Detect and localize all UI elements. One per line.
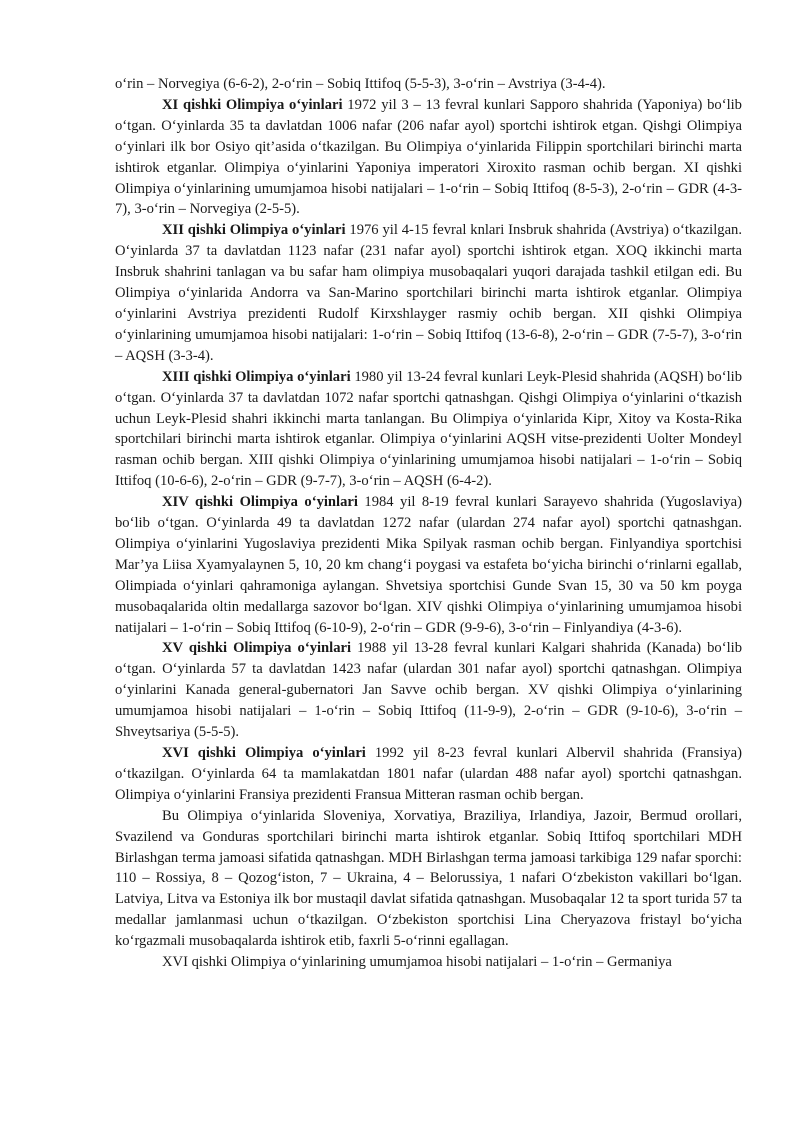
paragraph-text: 1984 yil 8-19 fevral kunlari Sarayevo shahrida (Yugoslaviya) bo‘lib o‘tgan. O‘yinlarda 49 ta davlatdan 1272 nafar (ulardan 274 nafar ayol) sportchi qatnashgan. Olimpiya o‘yinlarini Yugoslaviya prezidenti Mika Spilyak rasman ochib bergan. Finlyandiya sportchisi Mar’ya Liisa Xyamyalaynen 5, 10, 20 km chang‘i poygasi va estafeta bo‘yicha birinchi o‘rinlarni egallab, Olimpiada o‘yinlari qahramoniga aylangan. Shvetsiya sportchisi Gunde Svan 15, 30 va 50 km poyga musobaqalarida oltin medallarga sazovor bo‘lgan. XIV qishki Olimpiya o‘yinlarining umumjamoa hisobi natijalari – 1-o‘rin – Sobiq Ittifoq (6-10-9), 2-o‘rin – GDR (9-9-6), 3-o‘rin – Finlyandiya (4-3-6). — [115, 494, 742, 636]
paragraph-text: XVI qishki Olimpiya o‘yinlarining umumjamoa hisobi natijalari – 1-o‘rin – Germaniya — [162, 954, 672, 971]
paragraph-continuation — [115, 74, 742, 95]
paragraph-text: 1972 yil 3 – 13 fevral kunlari Sapporo shahrida (Yaponiya) bo‘lib o‘tgan. O‘yinlarda 35 ta davlatdan 1006 nafar (206 nafar ayol) sportchi ishtirok etgan. Qishgi Olimpiya o‘yinlari ilk bor Osiyo qit’asida o‘tkazilgan. Bu Olimpiya o‘yinlarida Filippin sportchilari birinchi marta ishtirok etganlar. Olimpiya o‘yinlarini Yaponiya imperatori Xiroxito rasman ochib bergan. XI qishki Olimpiya o‘yinlarining umumjamoa hisobi natijalari – 1-o‘rin – Sobiq Ittifoq (8-5-3), 2-o‘rin – GDR (4-3-7), 3-o‘rin – Norvegiya (2-5-5). — [115, 96, 742, 218]
paragraph-heading: XIII qishki Olimpiya o‘yinlari — [162, 368, 351, 385]
paragraph-xvi-participants — [115, 806, 742, 952]
paragraph-text: 1988 yil 13-28 fevral kunlari Kalgari shahrida (Kanada) bo‘lib o‘tgan. O‘yinlarda 57 ta davlatdan 1423 nafar (ulardan 301 nafar ayol) sportchi qatnashgan. Olimpiya o‘yinlarini Kanada general-gubernatori Jan Savve ochib bergan. XV qishki Olimpiya o‘yinlarining umumjamoa hisobi natijalari – 1-o‘rin – Sobiq Ittifoq (11-9-9), 2-o‘rin – GDR (9-10-6), 3-o‘rin – Shveytsariya (5-5-5). — [115, 640, 742, 741]
document-page — [115, 74, 742, 973]
paragraph-text: o‘rin – Norvegiya (6-6-2), 2-o‘rin – Sobiq Ittifoq (5-5-3), 3-o‘rin – Avstriya (3-4-4). — [115, 76, 606, 92]
paragraph-xvi-olympics — [115, 743, 742, 806]
paragraph-xiii-olympics — [115, 367, 742, 492]
paragraph-text: Bu Olimpiya o‘yinlarida Sloveniya, Xorvatiya, Braziliya, Irlandiya, Jazoir, Bermud orollari, Svazilend va Gonduras sportchilari birinchi marta ishtirok etganlar. Sobiq Ittifoq sportchilari MDH Birlashgan terma jamoasi sifatida qatnashgan. MDH Birlashgan terma jamoasi tarkibiga 129 nafar sporchi: 110 – Rossiya, 8 – Qozog‘iston, 7 – Ukraina, 4 – Belorussiya, 1 nafari O‘zbekiston vakillari bo‘lgan. Latviya, Litva va Estoniya ilk bor mustaqil davlat sifatida qatnashgan. Musobaqalar 12 ta sport turida 57 ta medallar jamlanmasi uchun o‘tkazilgan. O‘zbekiston sportchisi Lina Cheryazova fristayl bo‘yicha ko‘rgazmali musobaqalarda ishtirok etib, faxrli 5-o‘rinni egallagan. — [115, 807, 742, 950]
paragraph-xvi-results — [115, 952, 742, 973]
paragraph-xi-olympics — [115, 95, 742, 220]
paragraph-text: 1980 yil 13-24 fevral kunlari Leyk-Plesid shahrida (AQSH) bo‘lib o‘tgan. O‘yinlarda 37 ta davlatdan 1072 nafar sportchi qatnashgan. Qishgi Olimpiya o‘yinlarini o‘tkazish uchun Leyk-Plesid shahri ikkinchi marta tanlangan. Bu Olimpiya o‘yinlarida Kipr, Xitoy va Kosta-Rika sportchilari birinchi marta ishtirok etganlar. Olimpiya o‘yinlarini AQSH vitse-prezidenti Uolter Mondeyl rasman ochib bergan. XIII qishki Olimpiya o‘yinlarining umumjamoa hisobi natijalari – 1-o‘rin – Sobiq Ittifoq (10-6-6), 2-o‘rin – GDR (9-7-7), 3-o‘rin – AQSH (6-4-2). — [115, 368, 742, 490]
paragraph-text: 1992 yil 8-23 fevral kunlari Albervil shahrida (Fransiya) o‘tkazilgan. O‘yinlarda 64 ta mamlakatdan 1801 nafar (ulardan 488 nafar ayol) sportchi qatnashgan. Olimpiya o‘yinlarini Fransiya prezidenti Fransua Mitteran rasman ochib bergan. — [115, 745, 742, 803]
paragraph-heading: XII qishki Olimpiya o‘yinlari — [162, 222, 346, 239]
paragraph-heading: XV qishki Olimpiya o‘yinlari — [162, 640, 352, 657]
paragraph-text: 1976 yil 4-15 fevral knlari Insbruk shahrida (Avstriya) o‘tkazilgan. O‘yinlarda 37 ta davlatdan 1123 nafar (231 nafar ayol) sportchi ishtirok etgan. XOQ ikkinchi marta Insbruk shahrini tanlagan va bu safar ham olimpiya musobaqalari yuqori darajada tashkil etilgan edi. Bu Olimpiya o‘yinlarida Andorra va San-Marino sportchilari birinchi marta ishtirok etganlar. Olimpiya o‘yinlarini Avstriya prezidenti Rudolf Kirxshlayger rasmiy ochib bergan. XII qishki Olimpiya o‘yinlarining umumjamoa hisobi natijalari: 1-o‘rin – Sobiq Ittifoq (13-6-8), 2-o‘rin – GDR (7-5-7), 3-o‘rin – AQSH (3-3-4). — [115, 222, 742, 364]
paragraph-xii-olympics — [115, 220, 742, 366]
paragraph-xv-olympics — [115, 638, 742, 743]
paragraph-xiv-olympics — [115, 492, 742, 638]
paragraph-heading: XIV qishki Olimpiya o‘yinlari — [162, 494, 358, 511]
paragraph-heading: XVI qishki Olimpiya o‘yinlari — [162, 745, 366, 761]
paragraph-heading: XI qishki Olimpiya o‘yinlari — [162, 96, 343, 113]
